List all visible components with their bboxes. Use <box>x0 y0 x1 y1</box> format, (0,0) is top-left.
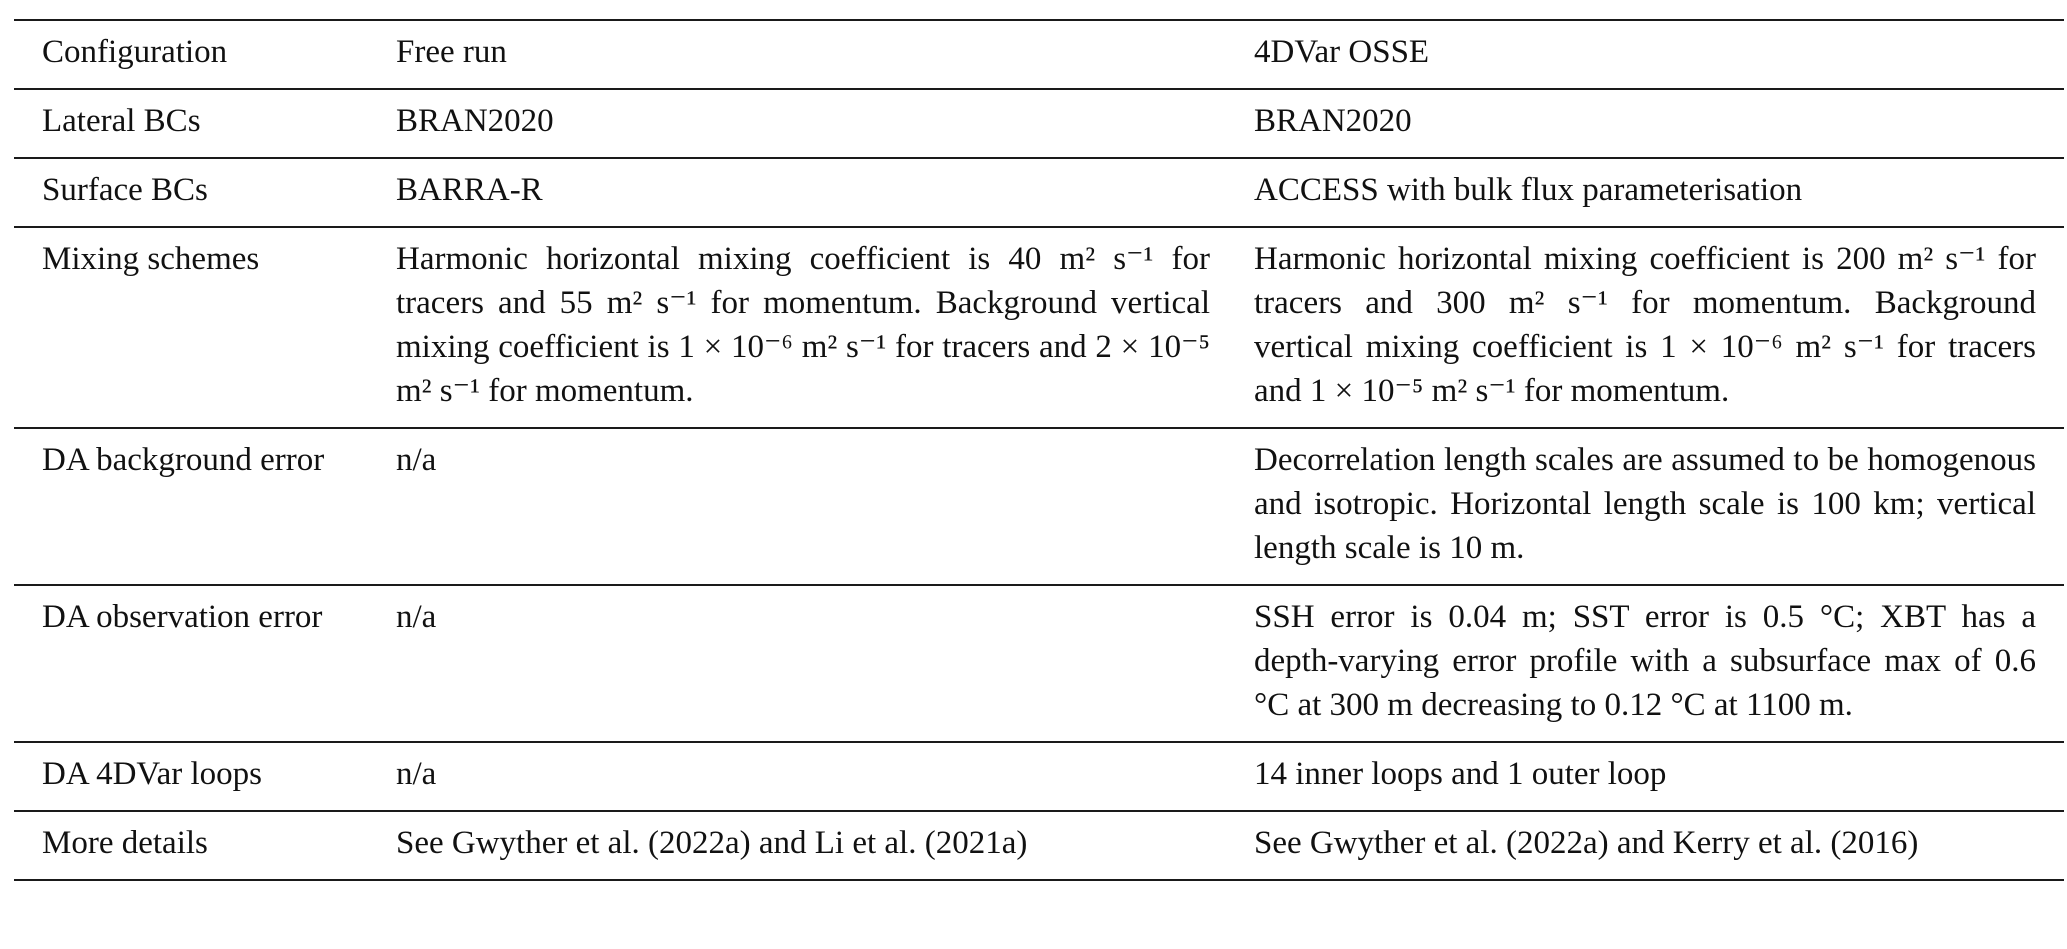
free-run-cell: BRAN2020 <box>376 89 1230 158</box>
free-run-cell: n/a <box>376 428 1230 585</box>
osse-cell: ACCESS with bulk flux parameterisation <box>1230 158 2064 227</box>
table-row-mixing-schemes <box>14 227 2064 428</box>
free-run-cell: See Gwyther et al. (2022a) and Li et al. (2021a) <box>376 811 1230 880</box>
free-run-cell: Free run <box>376 20 1230 89</box>
row-label: Configuration <box>14 20 376 89</box>
osse-cell: SSH error is 0.04 m; SST error is 0.5 °C; XBT has a depth-varying error profile with a subsurface max of 0.6 °C at 300 m decreasing to 0.12 °C at 1100 m. <box>1230 585 2064 742</box>
row-label: DA 4DVar loops <box>14 742 376 811</box>
table-row-configuration <box>14 20 2064 89</box>
table-row-surface-bcs <box>14 158 2064 227</box>
row-label: More details <box>14 811 376 880</box>
free-run-cell: BARRA-R <box>376 158 1230 227</box>
table-row-da-observation-error <box>14 585 2064 742</box>
configuration-table <box>14 19 2064 881</box>
osse-cell: Harmonic horizontal mixing coefficient is 200 m² s⁻¹ for tracers and 300 m² s⁻¹ for momentum. Background vertical mixing coefficient is 1 × 10⁻⁶ m² s⁻¹ for tracers and 1 × 10⁻⁵ m² s⁻¹ for momentum. <box>1230 227 2064 428</box>
table-row-more-details <box>14 811 2064 880</box>
table-row-da-background-error <box>14 428 2064 585</box>
osse-cell: See Gwyther et al. (2022a) and Kerry et al. (2016) <box>1230 811 2064 880</box>
osse-cell: 14 inner loops and 1 outer loop <box>1230 742 2064 811</box>
free-run-cell: n/a <box>376 585 1230 742</box>
osse-cell: 4DVar OSSE <box>1230 20 2064 89</box>
row-label: DA background error <box>14 428 376 585</box>
osse-cell: BRAN2020 <box>1230 89 2064 158</box>
row-label: Lateral BCs <box>14 89 376 158</box>
free-run-cell: Harmonic horizontal mixing coefficient is 40 m² s⁻¹ for tracers and 55 m² s⁻¹ for momentum. Background vertical mixing coefficient is 1 × 10⁻⁶ m² s⁻¹ for tracers and 2 × 10⁻⁵ m² s⁻¹ for momentum. <box>376 227 1230 428</box>
free-run-cell: n/a <box>376 742 1230 811</box>
row-label: Surface BCs <box>14 158 376 227</box>
table-row-lateral-bcs <box>14 89 2064 158</box>
table-row-da-4dvar-loops <box>14 742 2064 811</box>
row-label: Mixing schemes <box>14 227 376 428</box>
row-label: DA observation error <box>14 585 376 742</box>
osse-cell: Decorrelation length scales are assumed to be homogenous and isotropic. Horizontal length scale is 100 km; vertical length scale is 10 m. <box>1230 428 2064 585</box>
configuration-table-container <box>14 19 2064 881</box>
